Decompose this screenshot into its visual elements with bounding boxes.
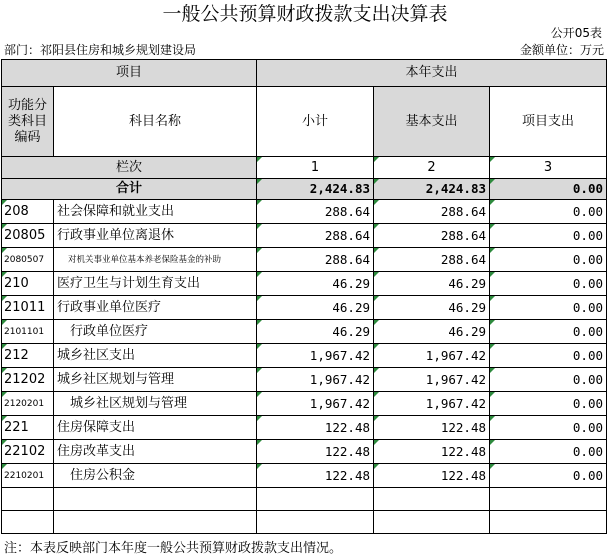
col-index-1: 1 [257,157,374,179]
row-project: 0.00 [490,440,607,464]
table-row [2,200,607,224]
row-code: 210 [2,272,54,296]
row-name: 住房公积金 [54,464,257,488]
row-basic: 122.48 [374,440,490,464]
row-code: 212 [2,344,54,368]
row-code: 22102 [2,440,54,464]
row-subtotal: 46.29 [257,272,374,296]
amount-unit-label: 金额单位：万元 [519,43,604,57]
row-name: 城乡社区规划与管理 [54,368,257,392]
row-subtotal: 1,967.42 [257,344,374,368]
row-basic: 1,967.42 [374,392,490,416]
table-row [2,224,607,248]
total-subtotal: 2,424.83 [257,179,374,200]
row-name: 对机关事业单位基本养老保险基金的补助 [54,248,257,272]
row-name: 行政事业单位医疗 [54,296,257,320]
row-name: 城乡社区规划与管理 [54,392,257,416]
table-row [2,392,607,416]
table-row [2,344,607,368]
row-code: 208 [2,200,54,224]
row-project: 0.00 [490,224,607,248]
table-row [2,368,607,392]
table-row [2,440,607,464]
row-basic: 288.64 [374,200,490,224]
col-index-3: 3 [490,157,607,179]
row-code: 21011 [2,296,54,320]
header-func-code: 功能分类科目编码 [2,87,54,157]
row-basic: 46.29 [374,320,490,344]
row-subtotal: 288.64 [257,224,374,248]
row-name: 城乡社区支出 [54,344,257,368]
col-index-label: 栏次 [2,157,257,179]
row-project: 0.00 [490,272,607,296]
total-label: 合计 [2,179,257,200]
row-code: 2101101 [2,320,54,344]
row-name: 住房保障支出 [54,416,257,440]
row-name: 行政单位医疗 [54,320,257,344]
row-project: 0.00 [490,200,607,224]
row-basic: 1,967.42 [374,344,490,368]
row-code: 2210201 [2,464,54,488]
row-name: 医疗卫生与计划生育支出 [54,272,257,296]
row-subtotal: 46.29 [257,320,374,344]
header-project: 项目支出 [490,87,607,157]
total-basic: 2,424.83 [374,179,490,200]
row-name: 行政事业单位离退休 [54,224,257,248]
header-item: 项目 [2,60,257,87]
empty-row [2,511,607,534]
row-project: 0.00 [490,368,607,392]
total-project: 0.00 [490,179,607,200]
table-row [2,464,607,488]
row-code: 221 [2,416,54,440]
row-basic: 46.29 [374,272,490,296]
row-subtotal: 288.64 [257,200,374,224]
empty-row [2,488,607,511]
row-code: 21202 [2,368,54,392]
header-current-year: 本年支出 [257,60,607,87]
row-code: 2080507 [2,248,54,272]
row-subtotal: 46.29 [257,296,374,320]
row-basic: 122.48 [374,416,490,440]
form-code: 公开05表 [550,26,602,40]
row-subtotal: 288.64 [257,248,374,272]
row-basic: 46.29 [374,296,490,320]
row-subtotal: 1,967.42 [257,368,374,392]
row-project: 0.00 [490,248,607,272]
row-basic: 1,967.42 [374,368,490,392]
col-index-2: 2 [374,157,490,179]
row-basic: 122.48 [374,464,490,488]
row-project: 0.00 [490,296,607,320]
table-row [2,296,607,320]
row-subtotal: 122.48 [257,416,374,440]
row-code: 2120201 [2,392,54,416]
header-subject-name: 科目名称 [54,87,257,157]
expenditure-table [1,59,607,534]
table-row [2,248,607,272]
page-title: 一般公共预算财政拨款支出决算表 [162,3,448,25]
row-code: 20805 [2,224,54,248]
table-row [2,416,607,440]
department-label: 部门：祁阳县住房和城乡规划建设局 [4,43,197,57]
header-subtotal: 小计 [257,87,374,157]
row-basic: 288.64 [374,224,490,248]
row-subtotal: 1,967.42 [257,392,374,416]
row-subtotal: 122.48 [257,440,374,464]
row-basic: 288.64 [374,248,490,272]
row-name: 住房改革支出 [54,440,257,464]
row-project: 0.00 [490,416,607,440]
table-row [2,272,607,296]
row-subtotal: 122.48 [257,464,374,488]
table-row [2,320,607,344]
row-project: 0.00 [490,344,607,368]
row-project: 0.00 [490,392,607,416]
row-project: 0.00 [490,464,607,488]
row-name: 社会保障和就业支出 [54,200,257,224]
row-project: 0.00 [490,320,607,344]
footnote: 注：本表反映部门本年度一般公共预算财政拨款支出情况。 [4,541,343,556]
header-basic: 基本支出 [374,87,490,157]
